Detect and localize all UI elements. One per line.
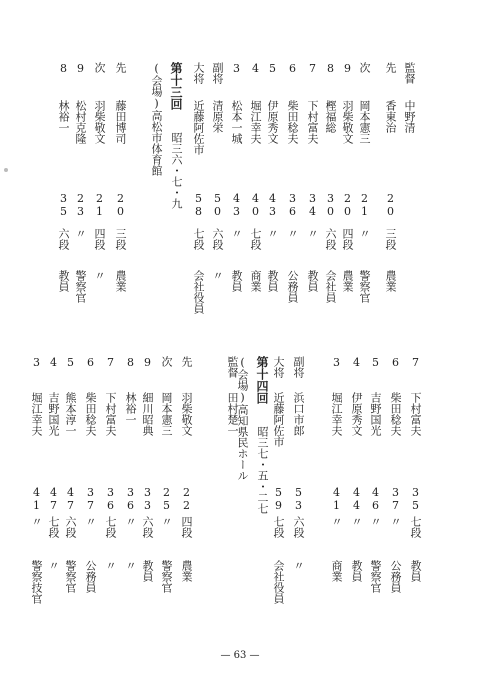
roster-name: 伊原秀文 [350,392,363,436]
roster-job: 〃 [292,560,305,571]
roster-rank: 〃 [389,516,402,527]
scan-mark [4,168,8,172]
roster-rank: 七段 [104,516,117,538]
roster-position: 7 [306,62,319,75]
roster-position: 5 [64,356,77,369]
roster-age: 36 [124,486,137,512]
roster-age: 47 [47,486,60,512]
roster-position: 副将 [292,356,305,378]
roster-name: 近藤阿佐市 [192,100,205,155]
roster-rank: 〃 [230,228,243,239]
roster-age: 59 [272,486,285,512]
roster-position: 3 [230,62,243,75]
roster-position: 8 [324,62,337,75]
roster-age: 20 [114,192,127,218]
roster-name: 林裕一 [57,100,70,133]
roster-job: 教員 [57,270,70,292]
roster-position: 6 [389,356,402,369]
roster-position: 4 [350,356,363,369]
roster-age: 41 [30,486,43,512]
roster-name: 藤田博司 [114,100,127,144]
roster-rank: 七段 [409,516,422,538]
roster-name: 柴田稔夫 [286,100,299,144]
roster-name: 吉野国光 [47,392,60,436]
roster-job: 〃 [211,270,224,281]
roster-name: 香東治 [384,100,397,133]
roster-rank: 〃 [286,228,299,239]
roster-position: 7 [104,356,117,369]
roster-position: 先 [114,62,127,73]
roster-rank: 三段 [114,228,127,250]
roster-job: 教員 [141,560,154,582]
roster-name: 下村富夫 [306,100,319,144]
roster-position: 4 [249,62,262,75]
roster-job: 〃 [124,560,137,571]
roster-position: 9 [141,356,154,369]
roster-age: 36 [286,192,299,218]
roster-job: 〃 [104,560,117,571]
roster-rank: 〃 [330,516,343,527]
roster-job: 教員 [306,270,319,292]
roster-job: 農業 [114,270,127,292]
roster-age: 35 [57,192,70,218]
roster-name: 堀江幸夫 [330,392,343,436]
roster-age: 35 [409,486,422,512]
roster-age: 20 [341,192,354,218]
roster-age: 40 [249,192,262,218]
roster-position: 先 [180,356,193,367]
roster-name: 羽柴敬文 [93,100,106,144]
roster-rank: 七段 [272,516,285,538]
roster-position: 9 [74,62,87,75]
roster-rank: 三段 [384,228,397,250]
roster-rank: 〃 [350,516,363,527]
roster-position: 5 [266,62,279,75]
roster-age: 46 [369,486,382,512]
roster-position: 8 [124,356,137,369]
roster-age: 21 [93,192,106,218]
roster-name: 松本一城 [230,100,243,144]
roster-position: 6 [84,356,97,369]
roster-job: 警察官 [74,270,87,303]
roster-rank: 六段 [141,516,154,538]
roster-position: 次 [160,356,173,367]
roster-name: 下村富夫 [104,392,117,436]
roster-age: 25 [160,486,173,512]
roster-name: 清原栄 [211,100,224,133]
roster-position: 先 [384,62,397,73]
roster-name: 林裕一 [124,392,137,425]
roster-job: 警察官 [358,270,371,303]
roster-name: 樫福総 [324,100,337,133]
roster-age: 41 [330,486,343,512]
roster-age: 43 [230,192,243,218]
roster-job: 教員 [230,270,243,292]
roster-position: 次 [358,62,371,73]
meet-venue: (会場)高松市体育館 [150,62,163,176]
roster-rank: 六段 [211,228,224,250]
roster-age: 50 [211,192,224,218]
roster-job: 公務員 [286,270,299,303]
roster-name: 松村克隆 [74,100,87,144]
roster-name: 細川昭典 [141,392,154,436]
roster-rank: 〃 [84,516,97,527]
roster-rank: 七段 [192,228,205,250]
roster-rank: 〃 [124,516,137,527]
roster-name: 伊原秀文 [266,100,279,144]
roster-name: 下村富夫 [409,392,422,436]
roster-age: 37 [84,486,97,512]
roster-age: 23 [74,192,87,218]
roster-position: 監督 [403,62,416,84]
roster-age: 53 [292,486,305,512]
roster-age: 44 [350,486,363,512]
meet-header: 第十四回 [255,356,269,404]
roster-name: 中野清 [403,100,416,133]
roster-rank: 〃 [160,516,173,527]
roster-position: 7 [409,356,422,369]
roster-position: 監督 [226,356,239,378]
roster-position: 大将 [192,62,205,84]
roster-rank: 四段 [93,228,106,250]
roster-age: 21 [358,192,371,218]
roster-rank: 〃 [369,516,382,527]
roster-name: 熊本淳一 [64,392,77,436]
roster-position: 副将 [211,62,224,84]
roster-rank: 七段 [249,228,262,250]
roster-job: 〃 [93,270,106,281]
roster-job: 公務員 [389,560,402,593]
roster-name: 吉野国光 [369,392,382,436]
roster-job: 商業 [330,560,343,582]
roster-age: 37 [389,486,402,512]
roster-rank: 六段 [292,516,305,538]
roster-position: 大将 [272,356,285,378]
roster-job: 農業 [384,270,397,292]
roster-age: 33 [141,486,154,512]
meet-header: 第十三回 [169,62,183,110]
roster-age: 58 [192,192,205,218]
roster-position: 3 [30,356,43,369]
roster-age: 20 [384,192,397,218]
roster-job: 農業 [180,560,193,582]
meet-date: 昭三七・五・二七 [256,426,269,514]
roster-rank: 〃 [74,228,87,239]
roster-job: 会社役員 [272,560,285,604]
roster-job: 警察官 [160,560,173,593]
roster-age: 22 [180,486,193,512]
roster-age: 43 [266,192,279,218]
meet-date: 昭三六・七・九 [170,132,183,209]
roster-rank: 四段 [341,228,354,250]
roster-job: 会社員 [324,270,337,303]
roster-name: 田村楚一 [226,392,239,436]
roster-job: 農業 [341,270,354,292]
roster-rank: 〃 [30,516,43,527]
roster-name: 羽柴敬文 [341,100,354,144]
roster-position: 9 [341,62,354,75]
roster-name: 浜口市郎 [292,392,305,436]
roster-position: 次 [93,62,106,73]
meet-venue: (会場)高知県民ホール [236,356,249,481]
roster-name: 堀江幸夫 [249,100,262,144]
roster-rank: 六段 [57,228,70,250]
roster-name: 柴田稔夫 [389,392,402,436]
roster-job: 教員 [409,560,422,582]
roster-age: 34 [306,192,319,218]
roster-name: 羽柴敬文 [180,392,193,436]
roster-name: 堀江幸夫 [30,392,43,436]
roster-position: 5 [369,356,382,369]
roster-job: 商業 [249,270,262,292]
roster-age: 30 [324,192,337,218]
roster-name: 岡本憲三 [160,392,173,436]
roster-job: 会社役員 [192,270,205,314]
roster-position: 4 [47,356,60,369]
roster-job: 教員 [350,560,363,582]
roster-job: 公務員 [84,560,97,593]
roster-name: 柴田稔夫 [84,392,97,436]
roster-rank: 六段 [64,516,77,538]
roster-rank: 〃 [358,228,371,239]
roster-job: 警察官 [369,560,382,593]
roster-rank: 〃 [306,228,319,239]
roster-age: 36 [104,486,117,512]
page-number: — 63 — [220,650,260,661]
roster-rank: 七段 [47,516,60,538]
roster-rank: 四段 [180,516,193,538]
roster-job: 警察技官 [30,560,43,604]
roster-job: 教員 [266,270,279,292]
roster-job: 警察官 [64,560,77,593]
roster-rank: 六段 [324,228,337,250]
roster-name: 近藤阿佐市 [272,392,285,447]
roster-age: 47 [64,486,77,512]
roster-name: 岡本憲三 [358,100,371,144]
roster-position: 8 [57,62,70,75]
roster-rank: 〃 [266,228,279,239]
roster-job: 〃 [47,560,60,571]
roster-position: 3 [330,356,343,369]
roster-position: 6 [286,62,299,75]
